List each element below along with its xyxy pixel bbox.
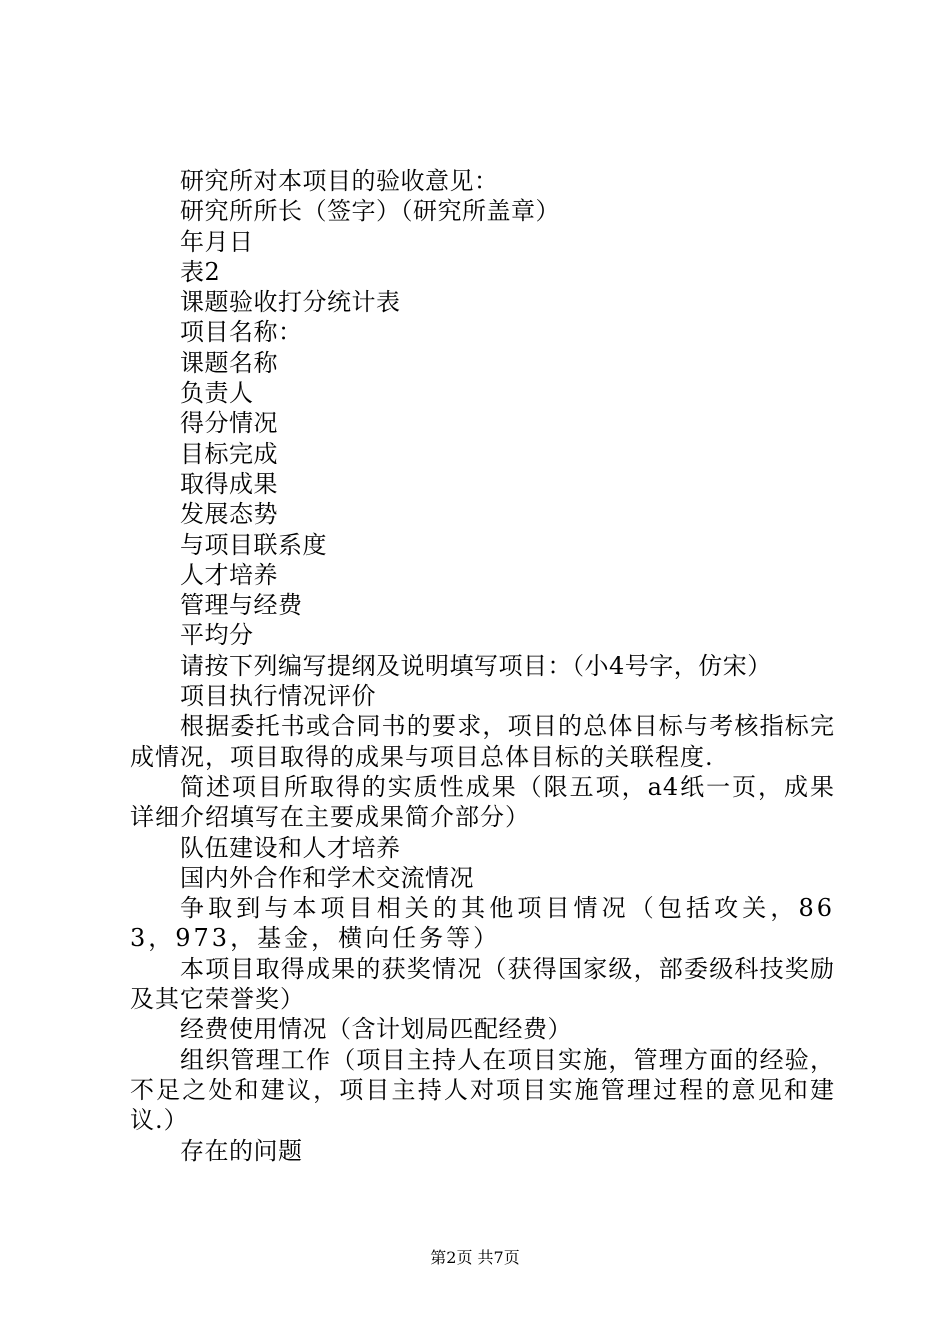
document-body [130,166,835,1166]
text-line-table-title: 课题验收打分统计表 [180,288,401,317]
text-line-acceptance-opinion: 研究所对本项目的验收意见： [180,167,499,195]
text-line-topic-name: 课题名称 [180,348,278,377]
paragraph-awards: 本项目取得成果的获奖情况（获得国家级，部委级科技奖励及其它荣誉奖） [130,954,835,1014]
text-line-table-number: 表2 [180,257,221,286]
page-number-footer: 第2页 共7页 [430,1248,520,1267]
text-line-achievements: 取得成果 [180,469,278,498]
text-line-goal-completion: 目标完成 [180,439,278,468]
text-line-instructions: 请按下列编写提纲及说明填写项目：（小4号字，仿宋） [180,651,772,680]
text-line-project-name: 项目名称： [180,318,303,347]
text-line-management-funds: 管理与经费 [180,591,303,620]
text-line-execution-evaluation: 项目执行情况评价 [180,682,376,711]
paragraph-management: 组织管理工作（项目主持人在项目实施，管理方面的经验，不足之处和建议，项目主持人对项目实施管理过程的意见和建议.） [130,1045,835,1135]
text-line-average-score: 平均分 [180,621,254,650]
text-line-development-trend: 发展态势 [180,500,278,529]
paragraph-other-projects: 争取到与本项目相关的其他项目情况（包括攻关，863，973，基金，横向任务等） [130,894,835,953]
paragraph-results: 简述项目所取得的实质性成果（限五项，a4纸一页，成果详细介绍填写在主要成果简介部分） [130,772,835,832]
text-line-team-building: 队伍建设和人才培养 [180,833,401,862]
text-line-problems: 存在的问题 [180,1136,303,1165]
text-line-project-relevance: 与项目联系度 [180,530,327,559]
text-line-director-signature: 研究所所长（签字）（研究所盖章） [180,197,560,226]
text-line-talent-training: 人才培养 [180,560,278,589]
paragraph-goal: 根据委托书或合同书的要求，项目的总体目标与考核指标完成情况，项目取得的成果与项目总体目标的关联程度. [130,712,835,771]
text-line-person-in-charge: 负责人 [180,379,254,408]
text-line-cooperation: 国内外合作和学术交流情况 [180,863,474,892]
text-line-score-status: 得分情况 [180,409,278,438]
text-line-funds-usage: 经费使用情况（含计划局匹配经费） [180,1015,572,1044]
text-line-date: 年月日 [180,227,254,256]
